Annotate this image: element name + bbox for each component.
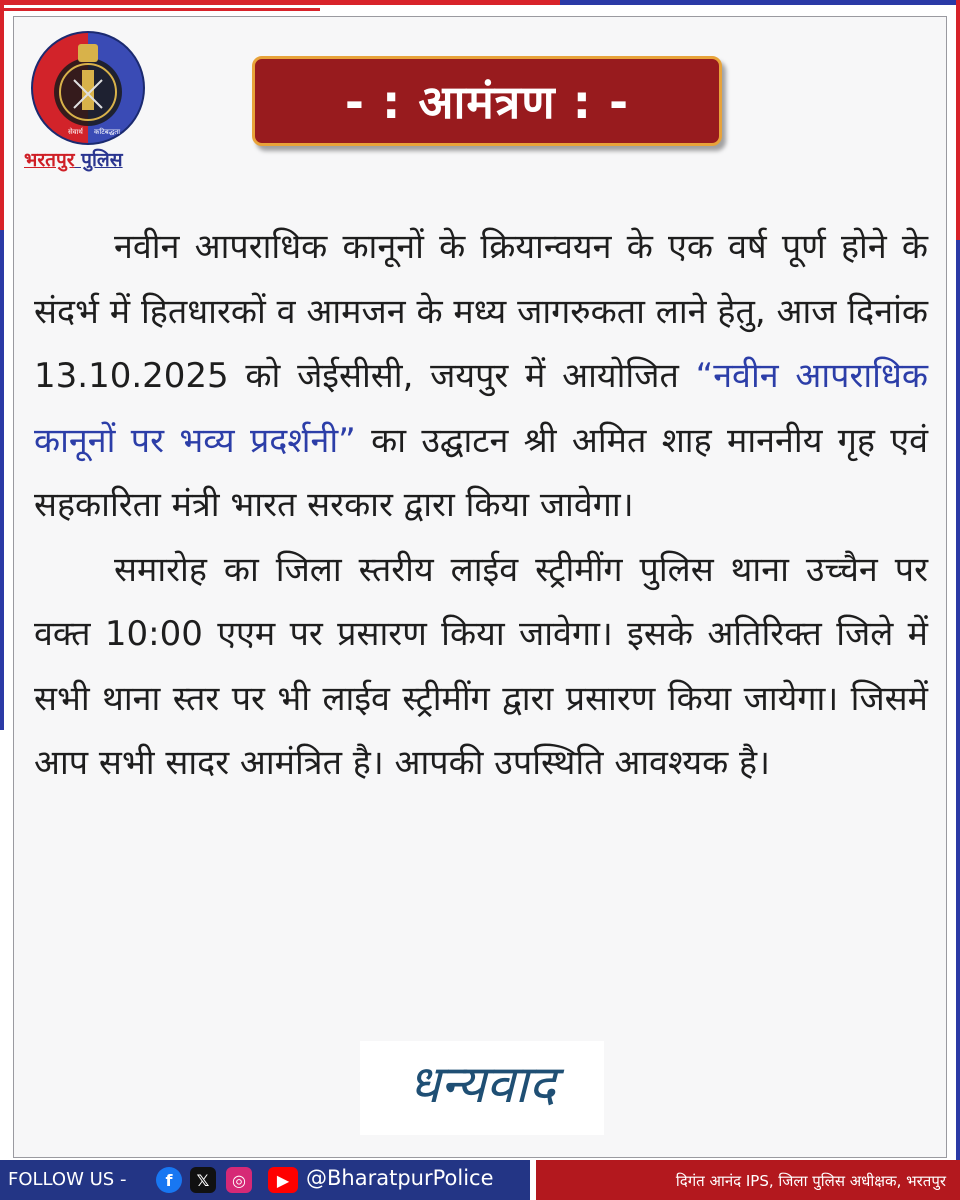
page-title: - : आमंत्रण : - [344, 75, 630, 129]
paragraph-1-rest: का उद्घाटन श्री अमित शाह माननीय गृह एवं सहकारिता मंत्री भारत सरकार द्वारा किया जावेगा। [34, 420, 928, 525]
social-handle[interactable]: @BharatpurPolice [306, 1166, 494, 1190]
follow-label: FOLLOW US - [8, 1169, 127, 1190]
svg-text:कटिबद्धता: कटिबद्धता [94, 128, 121, 136]
svg-text:सेवार्थ: सेवार्थ [68, 128, 83, 136]
left-blue-stripe [0, 230, 4, 730]
police-emblem-logo [30, 30, 146, 146]
top-red-stripe [0, 0, 560, 5]
exhibition-name: “नवीन आपराधिक कानूनों पर भव्य प्रदर्शनी” [34, 356, 928, 461]
thanks-text: धन्यवाद [408, 1055, 556, 1115]
top-blue-stripe [560, 0, 960, 5]
logo-caption-police: पुलिस [74, 149, 123, 171]
title-banner [252, 56, 722, 146]
right-red-stripe [956, 0, 960, 240]
logo-caption-city: भरतपुर [24, 149, 75, 171]
footer-signature [536, 1160, 960, 1200]
logo-caption [24, 146, 164, 172]
paragraph-2: समारोह का जिला स्तरीय लाईव स्ट्रीमींग पुलिस थाना उच्चैन पर वक्त 10:00 एएम पर प्रसारण किया जावेगा। इसके अतिरिक्त जिले में सभी थाना स्तर पर भी लाईव स्ट्रीमींग द्वारा प्रसारण किया जायेगा। जिसमें आप सभी सादर आमंत्रित है। आपकी उपस्थिति आवश्यक है। [34, 549, 928, 783]
x-icon[interactable]: 𝕏 [190, 1167, 216, 1193]
right-blue-stripe [956, 240, 960, 1160]
paragraph-1-intro: नवीन आपराधिक कानूनों के क्रियान्वयन के एक वर्ष पूर्ण होने के संदर्भ में हितधारकों व आमजन के मध्य जागरुकता लाने हेतु, आज दिनांक 13.10.2025 को जेईसीसी, जयपुर में आयोजित [34, 227, 928, 396]
facebook-icon[interactable]: f [156, 1167, 182, 1193]
footer-bar [0, 1160, 960, 1200]
thanks-card [360, 1041, 604, 1135]
signature-text: दिगंत आनंद IPS, जिला पुलिस अधीक्षक, भरतपुर [675, 1172, 946, 1190]
youtube-icon[interactable]: ▶ [268, 1167, 298, 1193]
instagram-icon[interactable]: ◎ [226, 1167, 252, 1193]
paragraph-1 [34, 215, 928, 538]
footer-social [0, 1160, 530, 1200]
invitation-body [34, 215, 928, 796]
left-red-stripe [0, 0, 4, 230]
top-red-stripe-thin [0, 8, 320, 11]
